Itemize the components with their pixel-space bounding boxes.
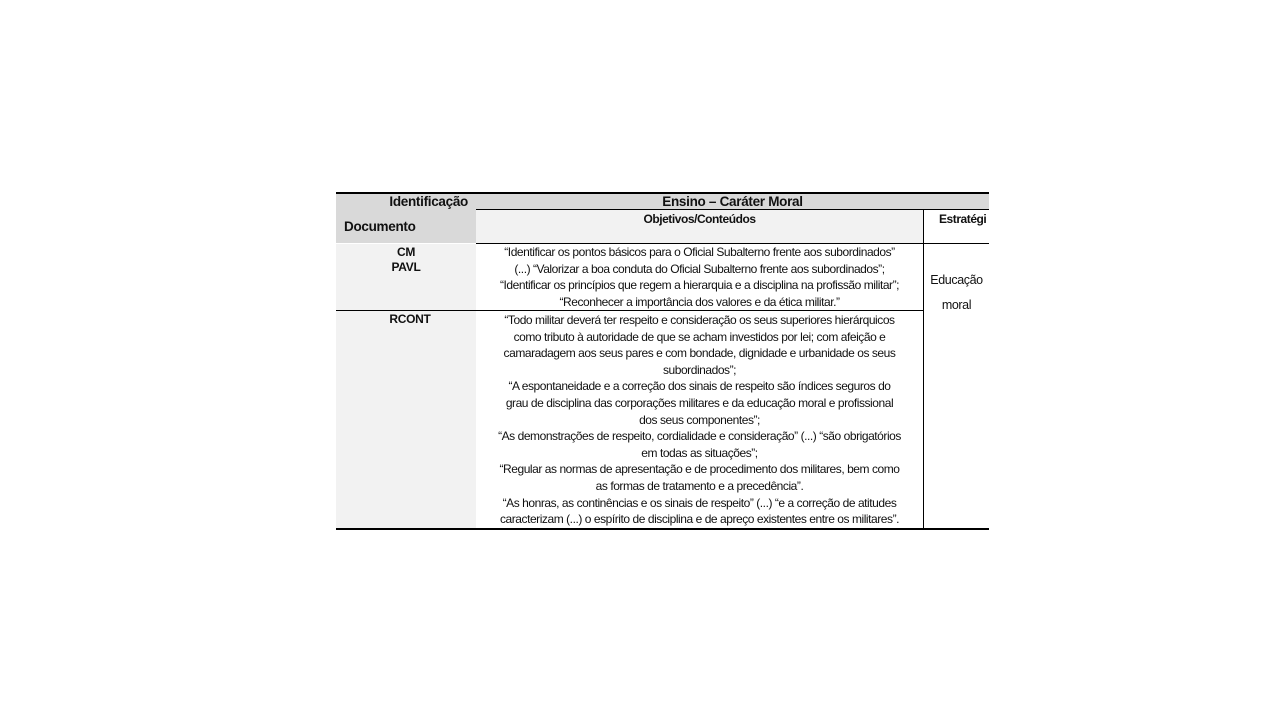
header-documento: Documento [344, 219, 416, 234]
estrategia-value [924, 268, 989, 318]
table-bottom-border [336, 528, 989, 530]
header-estrategia: Estratégi [939, 212, 987, 226]
header-objetivos-conteudos: Objetivos/Conteúdos [643, 212, 756, 226]
conteudo-line: como tributo à autoridade de que se acham investidos por lei; com afeição e [513, 329, 886, 344]
conteudo-line: as formas de tratamento e a precedência”. [595, 478, 804, 493]
conteudo-line: subordinados”; [662, 362, 737, 377]
row-conteudos [476, 244, 923, 310]
documento-label: CM [396, 245, 416, 259]
conteudo-line: (...) “Valorizar a boa conduta do Oficial Subalterno frente aos subordinados”; [514, 261, 885, 276]
conteudo-line: “As honras, as continências e os sinais de respeito” (...) “e a correção de atitudes [502, 495, 897, 510]
header-identificacao: Identificação [389, 194, 468, 209]
conteudo-line: em todas as situações”; [641, 445, 758, 460]
row-documento-rcont [336, 312, 484, 327]
table-column-divider [923, 209, 924, 528]
conteudo-line: “Identificar os princípios que regem a hierarquia e a disciplina na profissão militar”; [499, 278, 900, 293]
row-conteudos [476, 312, 923, 528]
conteudo-line: “Regular as normas de apresentação e de procedimento dos militares, bem como [499, 462, 900, 477]
conteudo-line: “Reconhecer a importância dos valores e da ética militar.” [559, 294, 840, 309]
conteudo-line: “A espontaneidade e a correção dos sinais de respeito são índices seguros do [508, 379, 891, 394]
documento-column-body [336, 244, 476, 528]
conteudo-line: camaradagem aos seus pares e com bondade, dignidade e urbanidade os seus [503, 346, 896, 361]
conteudo-line: dos seus componentes”; [639, 412, 760, 427]
conteudo-line: grau de disciplina das corporações militares e da educação moral e profissional [505, 395, 894, 410]
row-documento-cm-pavl [336, 245, 476, 274]
documento-label: PAVL [391, 259, 421, 274]
estrategia-line: moral [941, 298, 972, 312]
conteudo-line: caracterizam (...) o espírito de disciplina e de apreço existentes entre os militares”. [499, 512, 900, 527]
documento-label: RCONT [389, 312, 431, 326]
conteudo-line: “As demonstrações de respeito, cordialidade e consideração” (...) “são obrigatórios [498, 429, 901, 444]
estrategia-line: Educação [930, 273, 983, 287]
conteudo-line: “Identificar os pontos básicos para o Oficial Subalterno frente aos subordinados” [504, 245, 895, 259]
conteudo-line: “Todo militar deverá ter respeito e consideração os seus superiores hierárquicos [504, 313, 895, 327]
header-ensino-carater-moral: Ensino – Caráter Moral [662, 194, 803, 209]
